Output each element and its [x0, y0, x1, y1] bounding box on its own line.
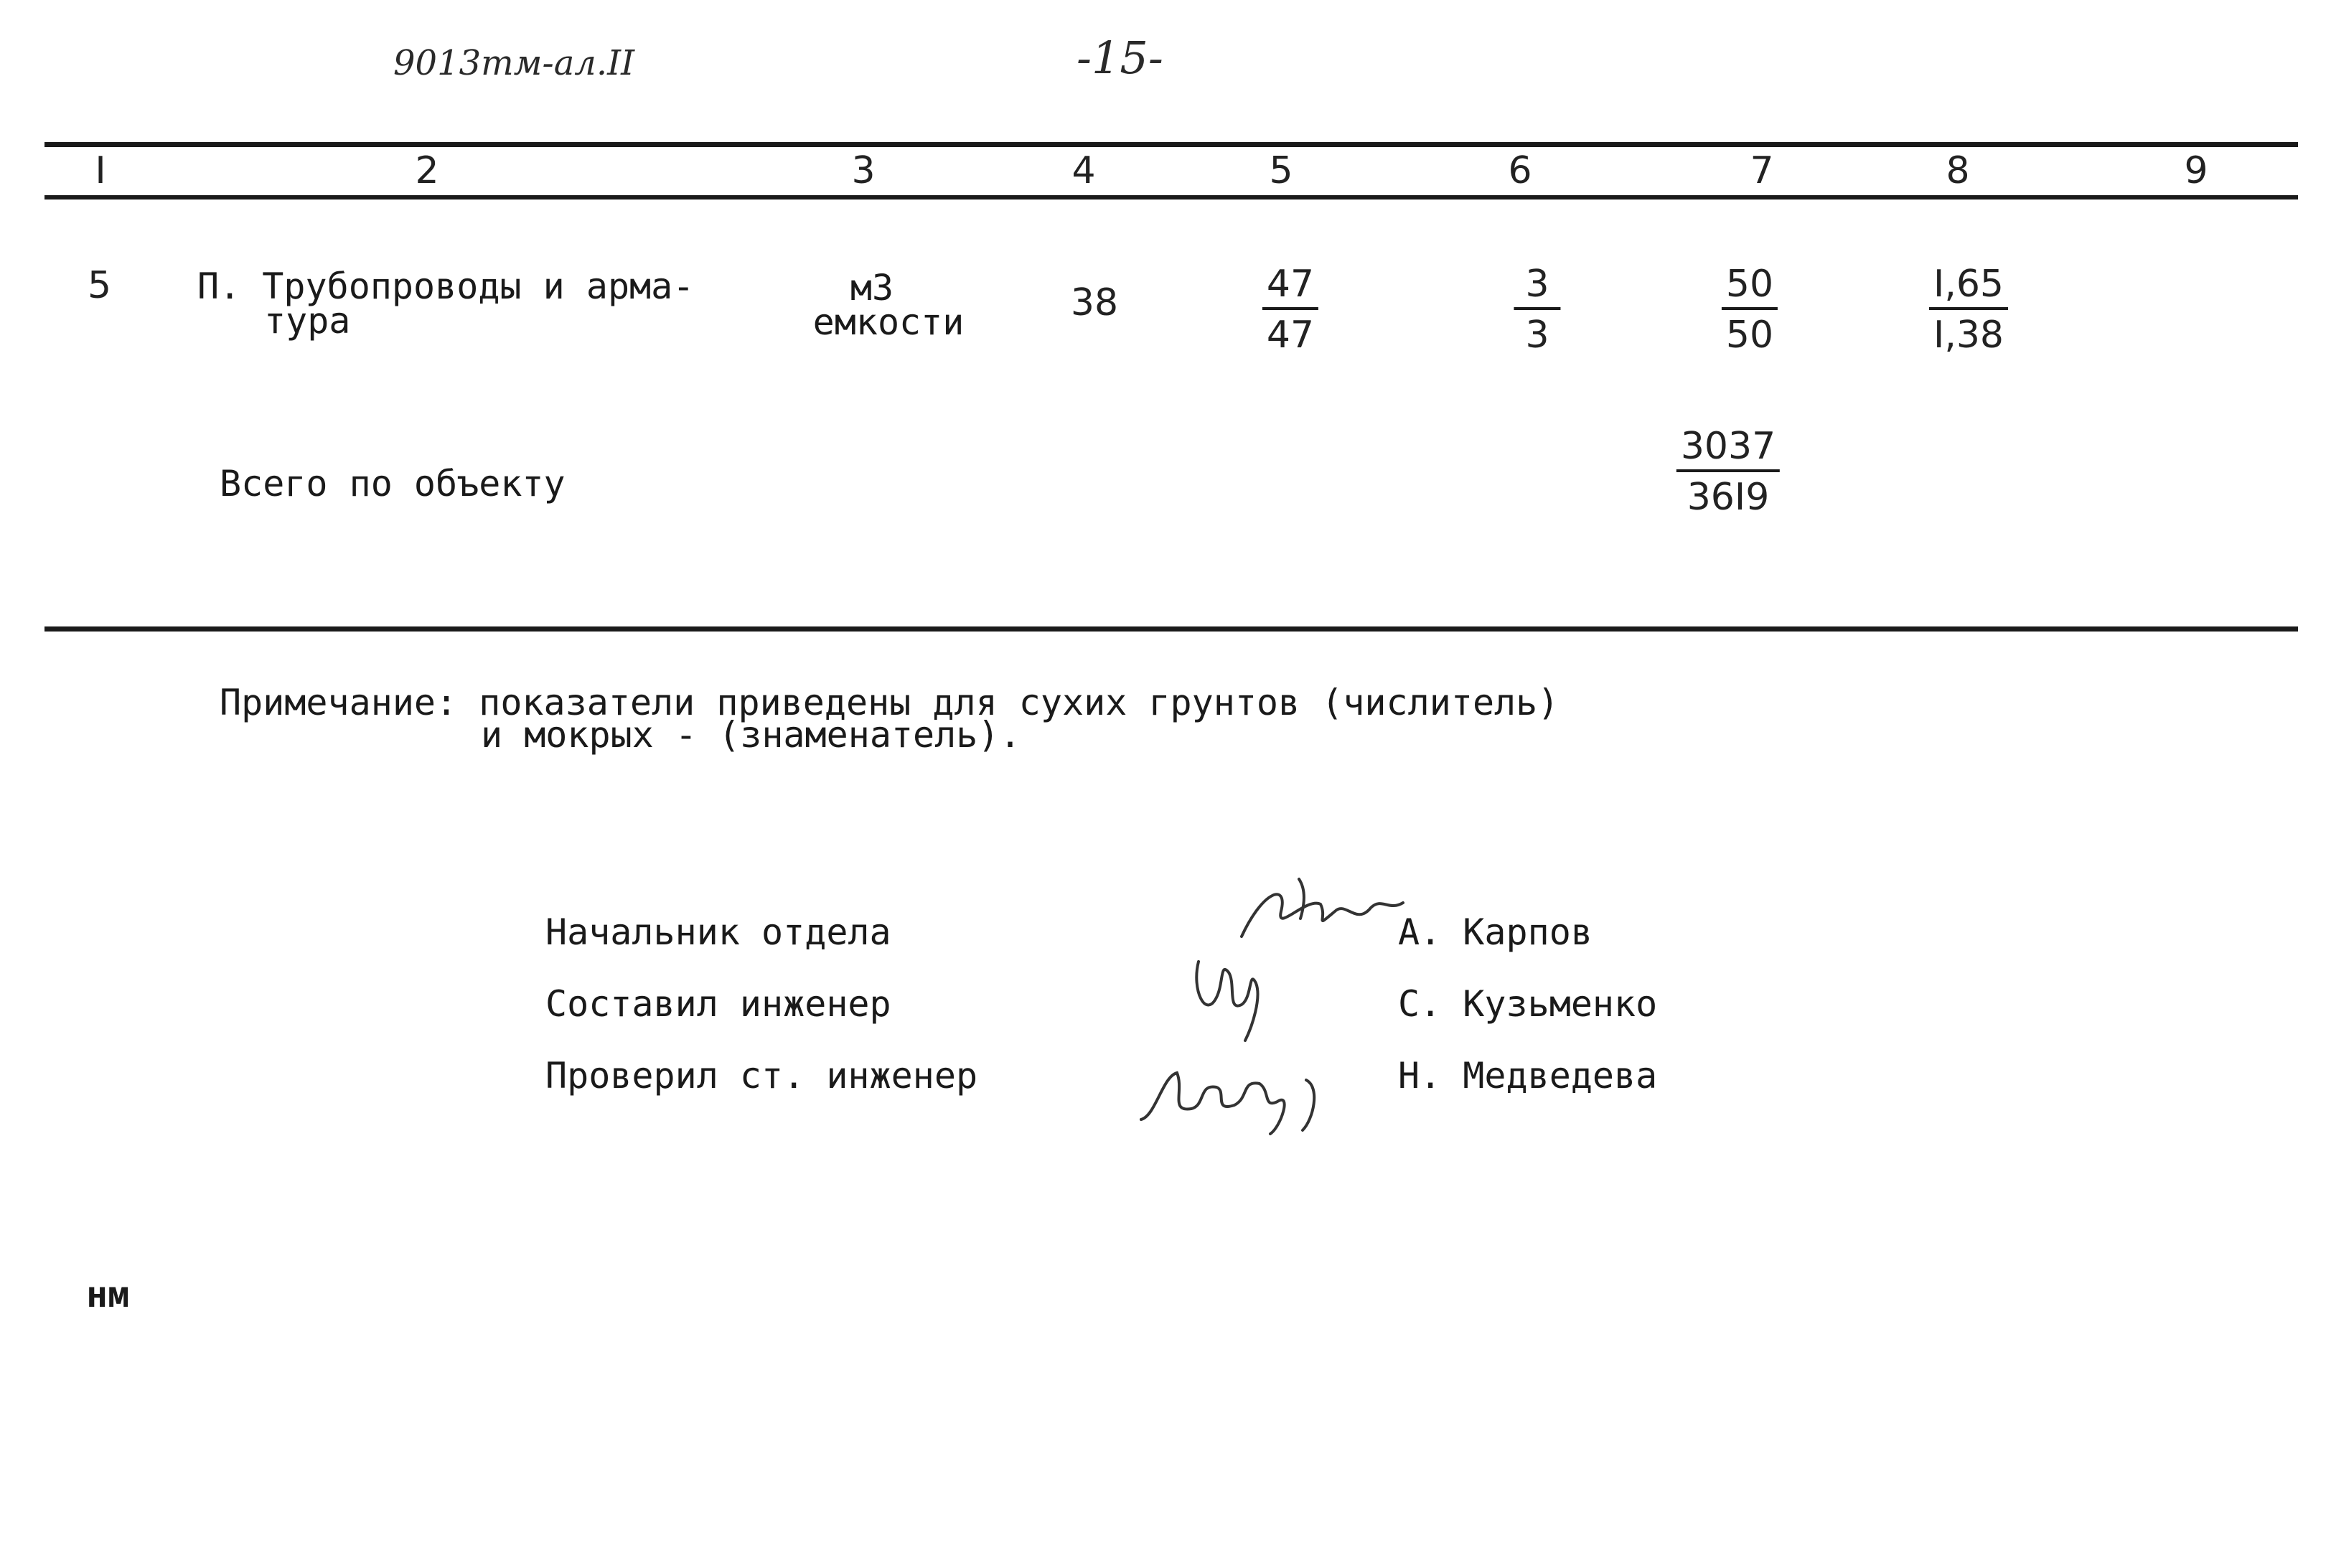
row-index: 5	[88, 264, 112, 307]
handwritten-signature-medvedeva	[1127, 1048, 1342, 1141]
row-col6-fraction	[1514, 261, 1560, 360]
row-col7-fraction	[1722, 261, 1778, 360]
row-unit-line-2: емкости	[812, 301, 965, 343]
page-number: -15-	[1077, 32, 1163, 84]
col7-denominator: 50	[1725, 314, 1774, 357]
row-name-line-2: тура	[264, 300, 351, 342]
total-label: Всего по объекту	[220, 463, 566, 504]
signature-role-3: Проверил ст. инженер	[545, 1055, 978, 1097]
column-number-1: I	[95, 149, 106, 192]
col6-numerator: 3	[1514, 261, 1560, 310]
column-number-6: 6	[1508, 149, 1532, 192]
column-number-9: 9	[2184, 149, 2208, 192]
note-line-1: Примечание: показатели приведены для сухих грунтов (числитель)	[220, 682, 1560, 723]
document-code: 9013тм-ал.II	[393, 43, 635, 83]
signature-role-1: Начальник отдела	[545, 911, 891, 953]
column-number-4: 4	[1071, 149, 1096, 192]
col8-denominator: I,38	[1933, 314, 2004, 357]
col6-denominator: 3	[1525, 314, 1549, 357]
col5-denominator: 47	[1266, 314, 1315, 357]
row-col4-value: 38	[1070, 281, 1119, 324]
column-number-8: 8	[1946, 149, 1970, 192]
row-col5-fraction	[1262, 261, 1318, 360]
col5-numerator: 47	[1262, 261, 1318, 310]
row-unit-line-1: м3	[850, 267, 894, 309]
row-col8-fraction	[1929, 261, 2008, 360]
table-bottom-rule	[44, 626, 2298, 632]
total-col7-fraction	[1676, 423, 1780, 522]
signature-name-1: А. Карпов	[1398, 911, 1593, 953]
total-denominator: 36I9	[1687, 476, 1770, 519]
footer-mark: нм	[86, 1274, 130, 1315]
column-number-2: 2	[415, 149, 439, 192]
column-number-7: 7	[1750, 149, 1774, 192]
column-number-5: 5	[1269, 149, 1293, 192]
handwritten-signature-kuzmenko	[1184, 940, 1277, 1048]
column-number-3: 3	[851, 149, 876, 192]
signature-name-2: С. Кузьменко	[1398, 983, 1658, 1025]
note-line-2: и мокрых - (знаменатель).	[481, 714, 1021, 756]
total-numerator: 3037	[1676, 423, 1780, 472]
col7-numerator: 50	[1722, 261, 1778, 310]
signature-name-3: Н. Медведева	[1398, 1055, 1658, 1097]
signature-role-2: Составил инженер	[545, 983, 891, 1025]
col8-numerator: I,65	[1929, 261, 2008, 310]
table-top-rule	[44, 142, 2298, 147]
row-name-line-1: П. Трубопроводы и арма-	[197, 266, 695, 307]
column-header-rule	[44, 195, 2298, 199]
